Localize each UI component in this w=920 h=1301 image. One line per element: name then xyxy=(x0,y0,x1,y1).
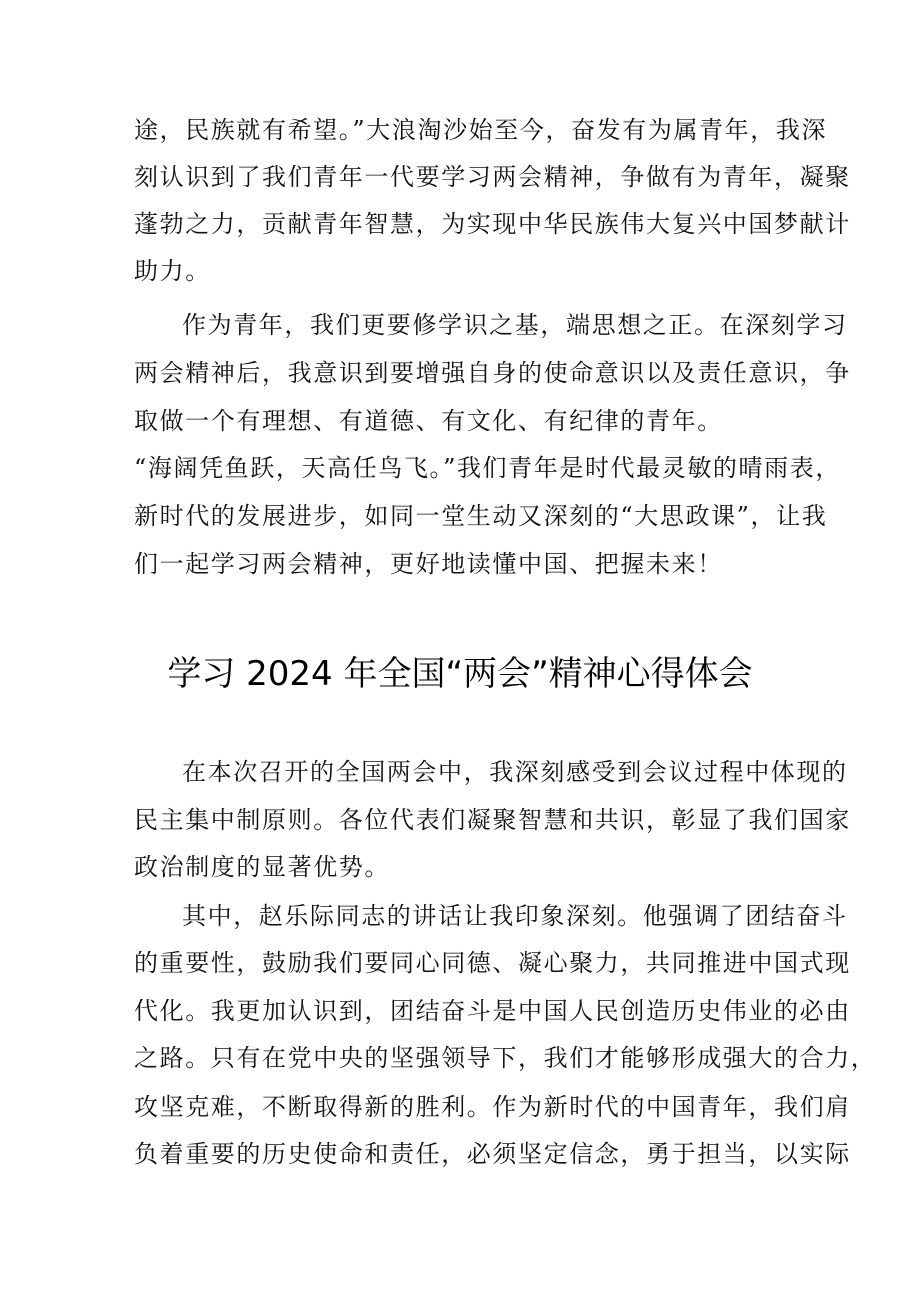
paragraph-line: 作为青年，我们更要修学识之基，端思想之正。在深刻学习 xyxy=(182,311,848,339)
paragraph-line: 取做一个有理想、有道德、有文化、有纪律的青年。 xyxy=(134,407,723,435)
paragraph-line: 们一起学习两会精神，更好地读懂中国、把握未来！ xyxy=(134,550,723,578)
paragraph-line: 代化。我更加认识到，团结奋斗是中国人民创造历史伟业的必由 xyxy=(134,997,851,1025)
paragraph-line: 两会精神后，我意识到要增强自身的使命意识以及责任意识，争 xyxy=(134,359,851,387)
paragraph-line: 途，民族就有希望。”大浪淘沙始至今，奋发有为属青年，我深 xyxy=(134,116,828,144)
paragraph-line: 之路。只有在党中央的坚强领导下，我们才能够形成强大的合力， xyxy=(134,1044,877,1072)
paragraph-line: 新时代的发展进步，如同一堂生动又深刻的“大思政课”，让我 xyxy=(134,502,828,530)
paragraph-line: 助力。 xyxy=(134,257,211,285)
paragraph-line: 的重要性，鼓励我们要同心同德、凝心聚力，共同推进中国式现 xyxy=(134,949,851,977)
paragraph-line: 蓬勃之力，贡献青年智慧，为实现中华民族伟大复兴中国梦献计 xyxy=(134,210,851,238)
paragraph-line: 刻认识到了我们青年一代要学习两会精神，争做有为青年，凝聚 xyxy=(134,163,851,191)
paragraph-line: 在本次召开的全国两会中，我深刻感受到会议过程中体现的 xyxy=(182,758,848,786)
paragraph-line: “海阔凭鱼跃，天高任鸟飞。”我们青年是时代最灵敏的晴雨表， xyxy=(134,454,841,482)
paragraph-line: 其中，赵乐际同志的讲话让我印象深刻。他强调了团结奋斗 xyxy=(182,902,848,930)
article-title: 学习 2024 年全国“两会”精神心得体会 xyxy=(167,654,753,694)
paragraph-line: 攻坚克难，不断取得新的胜利。作为新时代的中国青年，我们肩 xyxy=(134,1093,851,1121)
paragraph-line: 民主集中制原则。各位代表们凝聚智慧和共识，彰显了我们国家 xyxy=(134,806,851,834)
paragraph-line: 政治制度的显著优势。 xyxy=(134,853,390,881)
paragraph-line: 负着重要的历史使命和责任，必须坚定信念，勇于担当，以实际 xyxy=(134,1140,851,1168)
